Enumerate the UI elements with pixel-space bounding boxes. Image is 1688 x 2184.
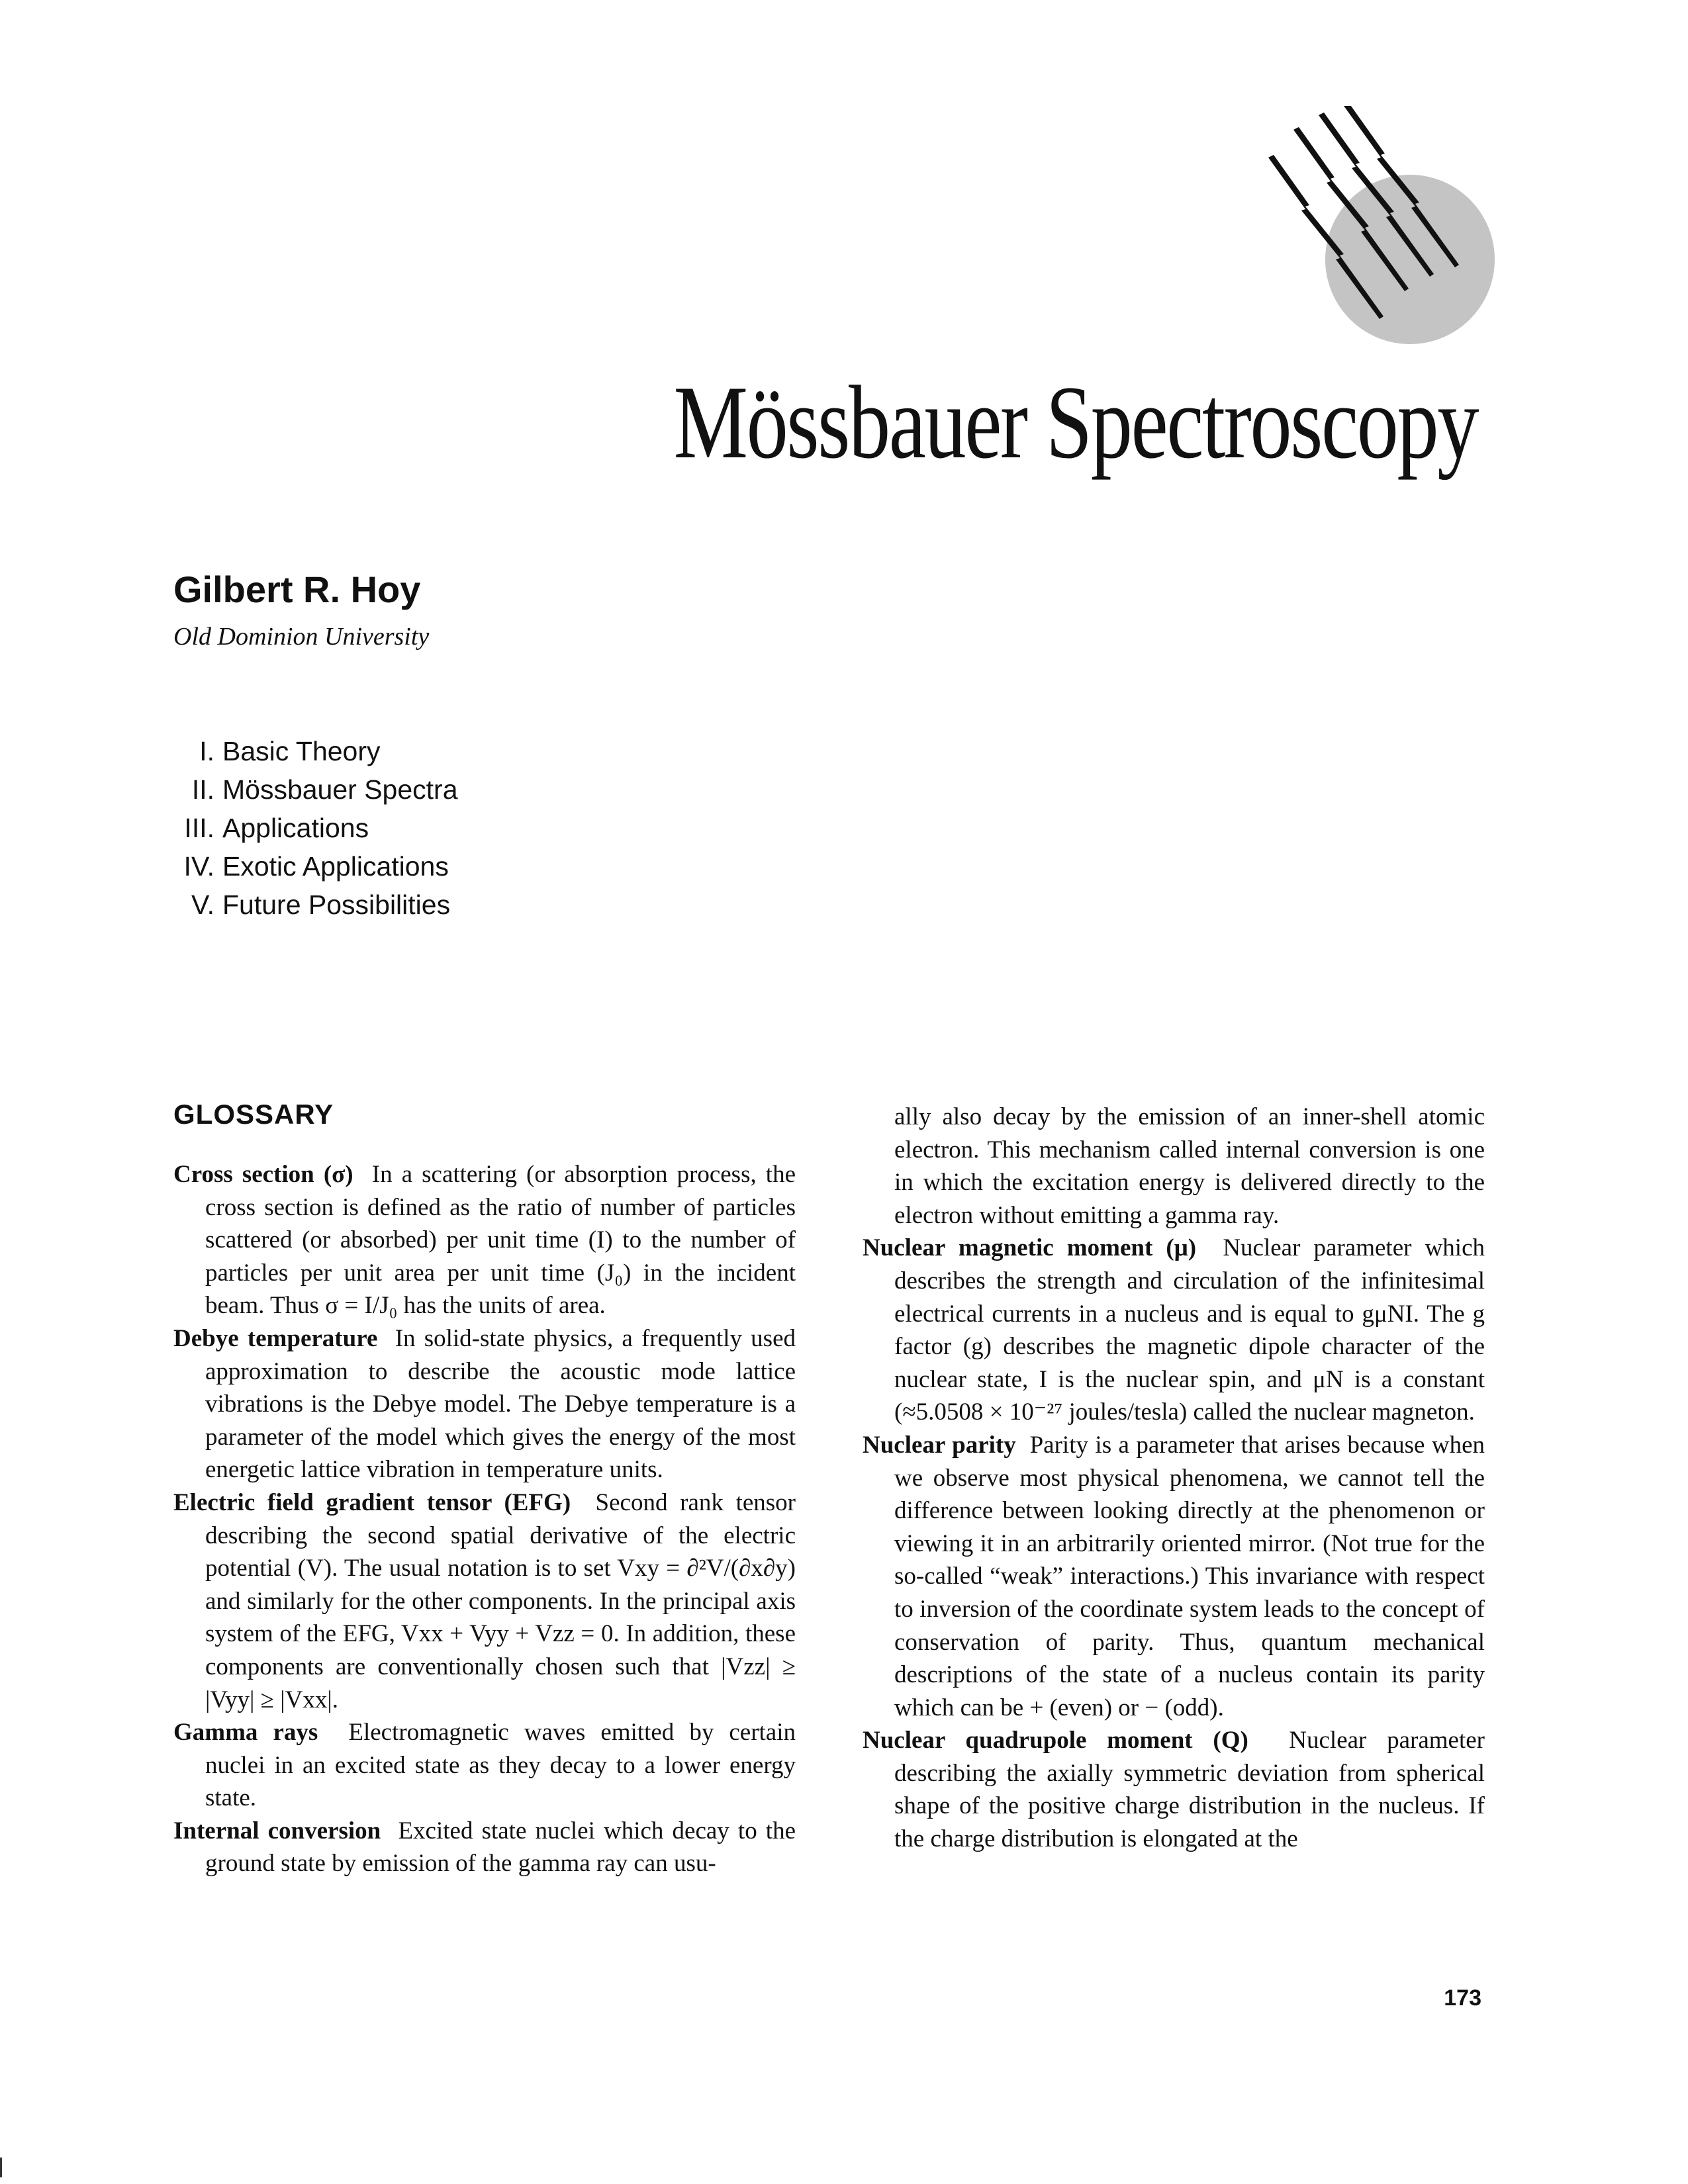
glossary-entry-cross-section xyxy=(173,1158,796,1322)
lightning-bolts-over-circle-icon xyxy=(1244,106,1496,357)
outline-label: Basic Theory xyxy=(222,736,381,766)
glossary-entry-internal-conversion xyxy=(173,1815,796,1880)
page-title: Mössbauer Spectroscopy xyxy=(673,365,1477,480)
glossary-entry-efg xyxy=(173,1486,796,1716)
outline-number: IV. xyxy=(183,851,214,882)
glossary-definition: In a scattering (or absorption process, the cross section is defined as the ratio of number of particles scattered (or absorbed) per unit time (I) to the number of particles per unit area per unit time (J₀) in the incident beam. Thus σ = I/J₀ has the units of area. xyxy=(205,1161,796,1320)
logo-circle xyxy=(1325,175,1495,344)
glossary-definition: Excited state nuclei which decay to the ground state by emission of the gamma ray can usu- xyxy=(205,1817,796,1878)
glossary-term: Electric field gradient tensor (EFG) xyxy=(173,1488,571,1516)
glossary-entry-debye-temperature xyxy=(173,1322,796,1486)
glossary-definition: Parity is a parameter that arises because when we observe most physical phenomena, we cannot tell the difference between looking directly at the phenomenon or viewing it in an arbitrarily oriented mirror. (Not true for the so-called “weak” interactions.) This invariance with respect to inversion of the coordinate system leads to the concept of conservation of parity. Thus, quantum mechanical descriptions of the state of a nucleus contain its parity which can be + (even) or − (odd). xyxy=(894,1431,1485,1721)
glossary-entry-gamma-rays xyxy=(173,1716,796,1815)
outline-item xyxy=(173,847,458,886)
outline-number: I. xyxy=(199,736,214,766)
glossary-entry-nuclear-quadrupole-moment xyxy=(863,1724,1485,1855)
glossary-entry-nuclear-magnetic-moment xyxy=(863,1232,1485,1429)
outline-label: Exotic Applications xyxy=(222,851,449,882)
scan-edge-mark xyxy=(0,2158,2,2177)
author-affiliation: Old Dominion University xyxy=(173,623,430,651)
glossary-term: Gamma rays xyxy=(173,1719,318,1747)
glossary-definition: Nuclear parameter describing the axially symmetric deviation from spherical shape of the positive charge distribution in the nucleus. If the charge distribution is elongated at the xyxy=(894,1727,1485,1853)
glossary-column-right xyxy=(863,1101,1485,1856)
glossary-definition: Electromagnetic waves emitted by certain nuclei in an excited state as they decay to a lower energy state. xyxy=(205,1719,796,1812)
glossary-term: Debye temperature xyxy=(173,1324,378,1352)
glossary-term: Cross section (σ) xyxy=(173,1161,353,1188)
outline-item xyxy=(173,732,458,770)
outline-label: Mössbauer Spectra xyxy=(222,774,458,805)
outline-item xyxy=(173,770,458,809)
author-name: Gilbert R. Hoy xyxy=(173,569,421,610)
glossary-definition-continuation: ally also decay by the emission of an inner-shell atomic electron. This mechanism called internal conversion is one in which the excitation energy is delivered directly to the electron without emitting a gamma ray. xyxy=(894,1103,1485,1229)
outline-number: III. xyxy=(184,813,214,843)
outline-item xyxy=(173,809,458,847)
glossary-term: Nuclear magnetic moment (μ) xyxy=(863,1234,1197,1262)
page-number: 173 xyxy=(1444,1985,1481,2011)
glossary-term: Internal conversion xyxy=(173,1817,381,1844)
article-outline xyxy=(173,732,458,924)
glossary-entry-nuclear-parity xyxy=(863,1429,1485,1724)
glossary-term: Nuclear quadrupole moment (Q) xyxy=(863,1727,1248,1754)
outline-item xyxy=(173,886,458,924)
glossary-column-left xyxy=(173,1158,796,1880)
outline-label: Applications xyxy=(222,813,369,843)
glossary-definition: Second rank tensor describing the second spatial derivative of the electric potential (V). The usual notation is to set Vxy = ∂²V/(∂x∂y) and similarly for the other components. In the principal axis system of the EFG, Vxx + Vyy + Vzz = 0. In addition, these components are conventionally chosen such that |Vzz| ≥ |Vyy| ≥ |Vxx|. xyxy=(205,1488,796,1713)
outline-label: Future Possibilities xyxy=(222,889,451,920)
glossary-term: Nuclear parity xyxy=(863,1431,1016,1459)
outline-number: II. xyxy=(191,774,214,805)
glossary-heading: GLOSSARY xyxy=(173,1099,334,1130)
glossary-definition: In solid-state physics, a frequently used approximation to describe the acoustic mode lattice vibrations is the Debye model. The Debye temperature is a parameter of the model which gives the energy of the most energetic lattice vibration in temperature units. xyxy=(205,1324,796,1484)
glossary-definition: Nuclear parameter which describes the strength and circulation of the infinitesimal electrical currents in a nucleus and is equal to gμNI. The g factor (g) describes the magnetic dipole character of the nuclear state, I is the nuclear spin, and μN is a constant (≈5.0508 × 10⁻²⁷ joules/tesla) called the nuclear magneton. xyxy=(894,1234,1485,1426)
outline-number: V. xyxy=(191,889,214,920)
